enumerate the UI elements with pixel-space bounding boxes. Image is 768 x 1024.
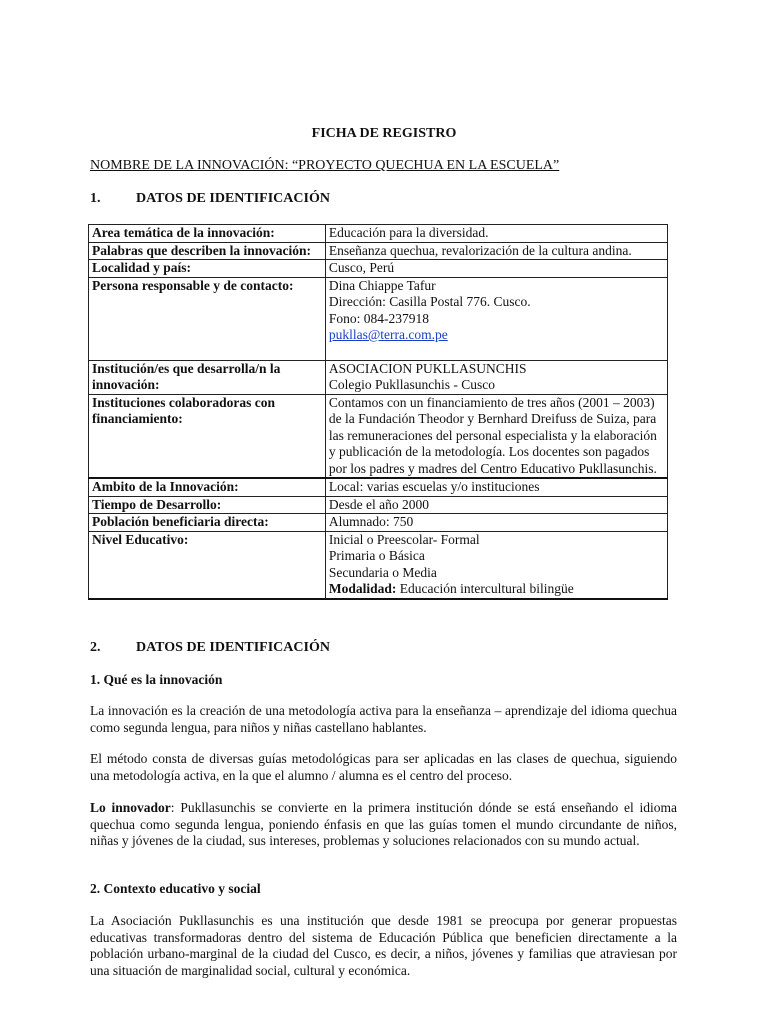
table-row bbox=[89, 496, 668, 514]
section-2-number: 2. bbox=[90, 640, 101, 655]
tiempo-value: Desde el año 2000 bbox=[325, 496, 667, 514]
poblacion-label: Población beneficiaria directa: bbox=[89, 514, 326, 532]
paragraph-2: El método consta de diversas guías metodológicas para ser aplicadas en las clases de quechua, siguiendo una metodología activa, en la que el alumno / alumna es el centro del proceso. bbox=[90, 751, 677, 783]
tiempo-label: Tiempo de Desarrollo: bbox=[89, 496, 326, 514]
lo-innovador-text: : Pukllasunchis se convierte en la primera institución dónde se está enseñando el idioma quechua como segunda lengua, poniendo énfasis en que las guías tomen el mundo circundante de niños, niñas y jóvenes de la ciudad, sus intereses, problemas y soluciones relacionados con su mundo actual. bbox=[90, 800, 677, 848]
modalidad-value: Educación intercultural bilingüe bbox=[396, 581, 574, 596]
email-link[interactable]: puklla​s@terra.com.pe bbox=[328, 327, 448, 342]
institucion-line-2: Colegio Pukllasunchis - Cusco bbox=[328, 377, 495, 392]
persona-phone: Fono: 084-237918 bbox=[328, 310, 429, 326]
subheading-contexto: 2. Contexto educativo y social bbox=[90, 881, 261, 896]
institucion-line-1: ASOCIACION PUKLLASUNCHIS bbox=[328, 360, 527, 376]
table-row bbox=[89, 260, 668, 278]
subheading-que-es: 1. Qué es la innovación bbox=[90, 672, 223, 687]
modalidad-label: Modalidad: bbox=[328, 581, 397, 596]
poblacion-value: Alumnado: 750 bbox=[325, 514, 667, 532]
localidad-label: Localidad y país: bbox=[89, 260, 326, 278]
paragraph-3 bbox=[90, 800, 677, 850]
table-row bbox=[89, 360, 668, 394]
localidad-value: Cusco, Perú bbox=[325, 260, 667, 278]
persona-value bbox=[325, 277, 667, 360]
document-title: FICHA DE REGISTRO bbox=[311, 126, 457, 141]
section-1-heading bbox=[90, 191, 330, 207]
table-row bbox=[89, 242, 668, 260]
table-row bbox=[89, 478, 668, 496]
ambito-label: Ambito de la Innovación: bbox=[89, 478, 326, 496]
identification-table bbox=[88, 224, 668, 600]
innovation-name: NOMBRE DE LA INNOVACIÓN: “PROYECTO QUECHUA EN LA ESCUELA” bbox=[90, 158, 560, 173]
nivel-line-3: Secundaria o Media bbox=[328, 564, 437, 580]
persona-label: Persona responsable y de contacto: bbox=[89, 277, 326, 360]
table-row bbox=[89, 514, 668, 532]
table-row bbox=[89, 531, 668, 599]
nivel-label: Nivel Educativo: bbox=[89, 531, 326, 599]
nivel-value bbox=[325, 531, 667, 599]
palabras-label: Palabras que describen la innovación: bbox=[89, 242, 326, 260]
persona-name: Dina Chiappe Tafur bbox=[328, 277, 436, 293]
area-value: Educación para la diversidad. bbox=[325, 225, 667, 243]
palabras-value: Enseñanza quechua, revalorización de la cultura andina. bbox=[325, 242, 667, 260]
modalidad-line bbox=[329, 581, 664, 598]
colaboradoras-value: Contamos con un financiamiento de tres años (2001 – 2003) de la Fundación Theodor y Bernhard Dreifuss de Suiza, para las remuneraciones del personal especialista y la elaboración y publicación de la metodología. Los docentes son pagados por los padres y madres del Centro Educativo Pukllasunchis. bbox=[325, 394, 667, 478]
section-1-title: DATOS DE IDENTIFICACIÓN bbox=[136, 191, 330, 206]
persona-address: Dirección: Casilla Postal 776. Cusco. bbox=[328, 294, 531, 309]
section-1-number: 1. bbox=[90, 191, 101, 206]
ambito-value: Local: varias escuelas y/o instituciones bbox=[325, 478, 667, 496]
institucion-value bbox=[325, 360, 667, 394]
paragraph-4: La Asociación Pukllasunchis es una institución que desde 1981 se preocupa por generar propuestas educativas transformadoras dentro del sistema de Educación Pública que beneficien directamente a la población urbano-marginal de la ciudad del Cusco, es decir, a niños, jóvenes y familias que atraviesan por una situación de marginalidad social, cultural y económica. bbox=[90, 913, 677, 978]
colaboradoras-label: Instituciones colaboradoras con financiamiento: bbox=[89, 394, 326, 478]
table-row bbox=[89, 225, 668, 243]
paragraph-1: La innovación es la creación de una metodología activa para la enseñanza – aprendizaje del idioma quechua como segunda lengua, para niños y niñas castellano hablantes. bbox=[90, 703, 677, 735]
area-label: Area temática de la innovación: bbox=[89, 225, 326, 243]
nivel-line-2: Primaria o Básica bbox=[328, 548, 425, 563]
nivel-line-1: Inicial o Preescolar- Formal bbox=[328, 531, 480, 547]
section-2-title: DATOS DE IDENTIFICACIÓN bbox=[136, 640, 330, 655]
table-row bbox=[89, 394, 668, 478]
section-2-heading bbox=[90, 640, 330, 656]
table-row bbox=[89, 277, 668, 360]
lo-innovador-label: Lo innovador bbox=[90, 800, 171, 815]
institucion-label: Institución/es que desarrolla/n la innovación: bbox=[89, 360, 326, 394]
